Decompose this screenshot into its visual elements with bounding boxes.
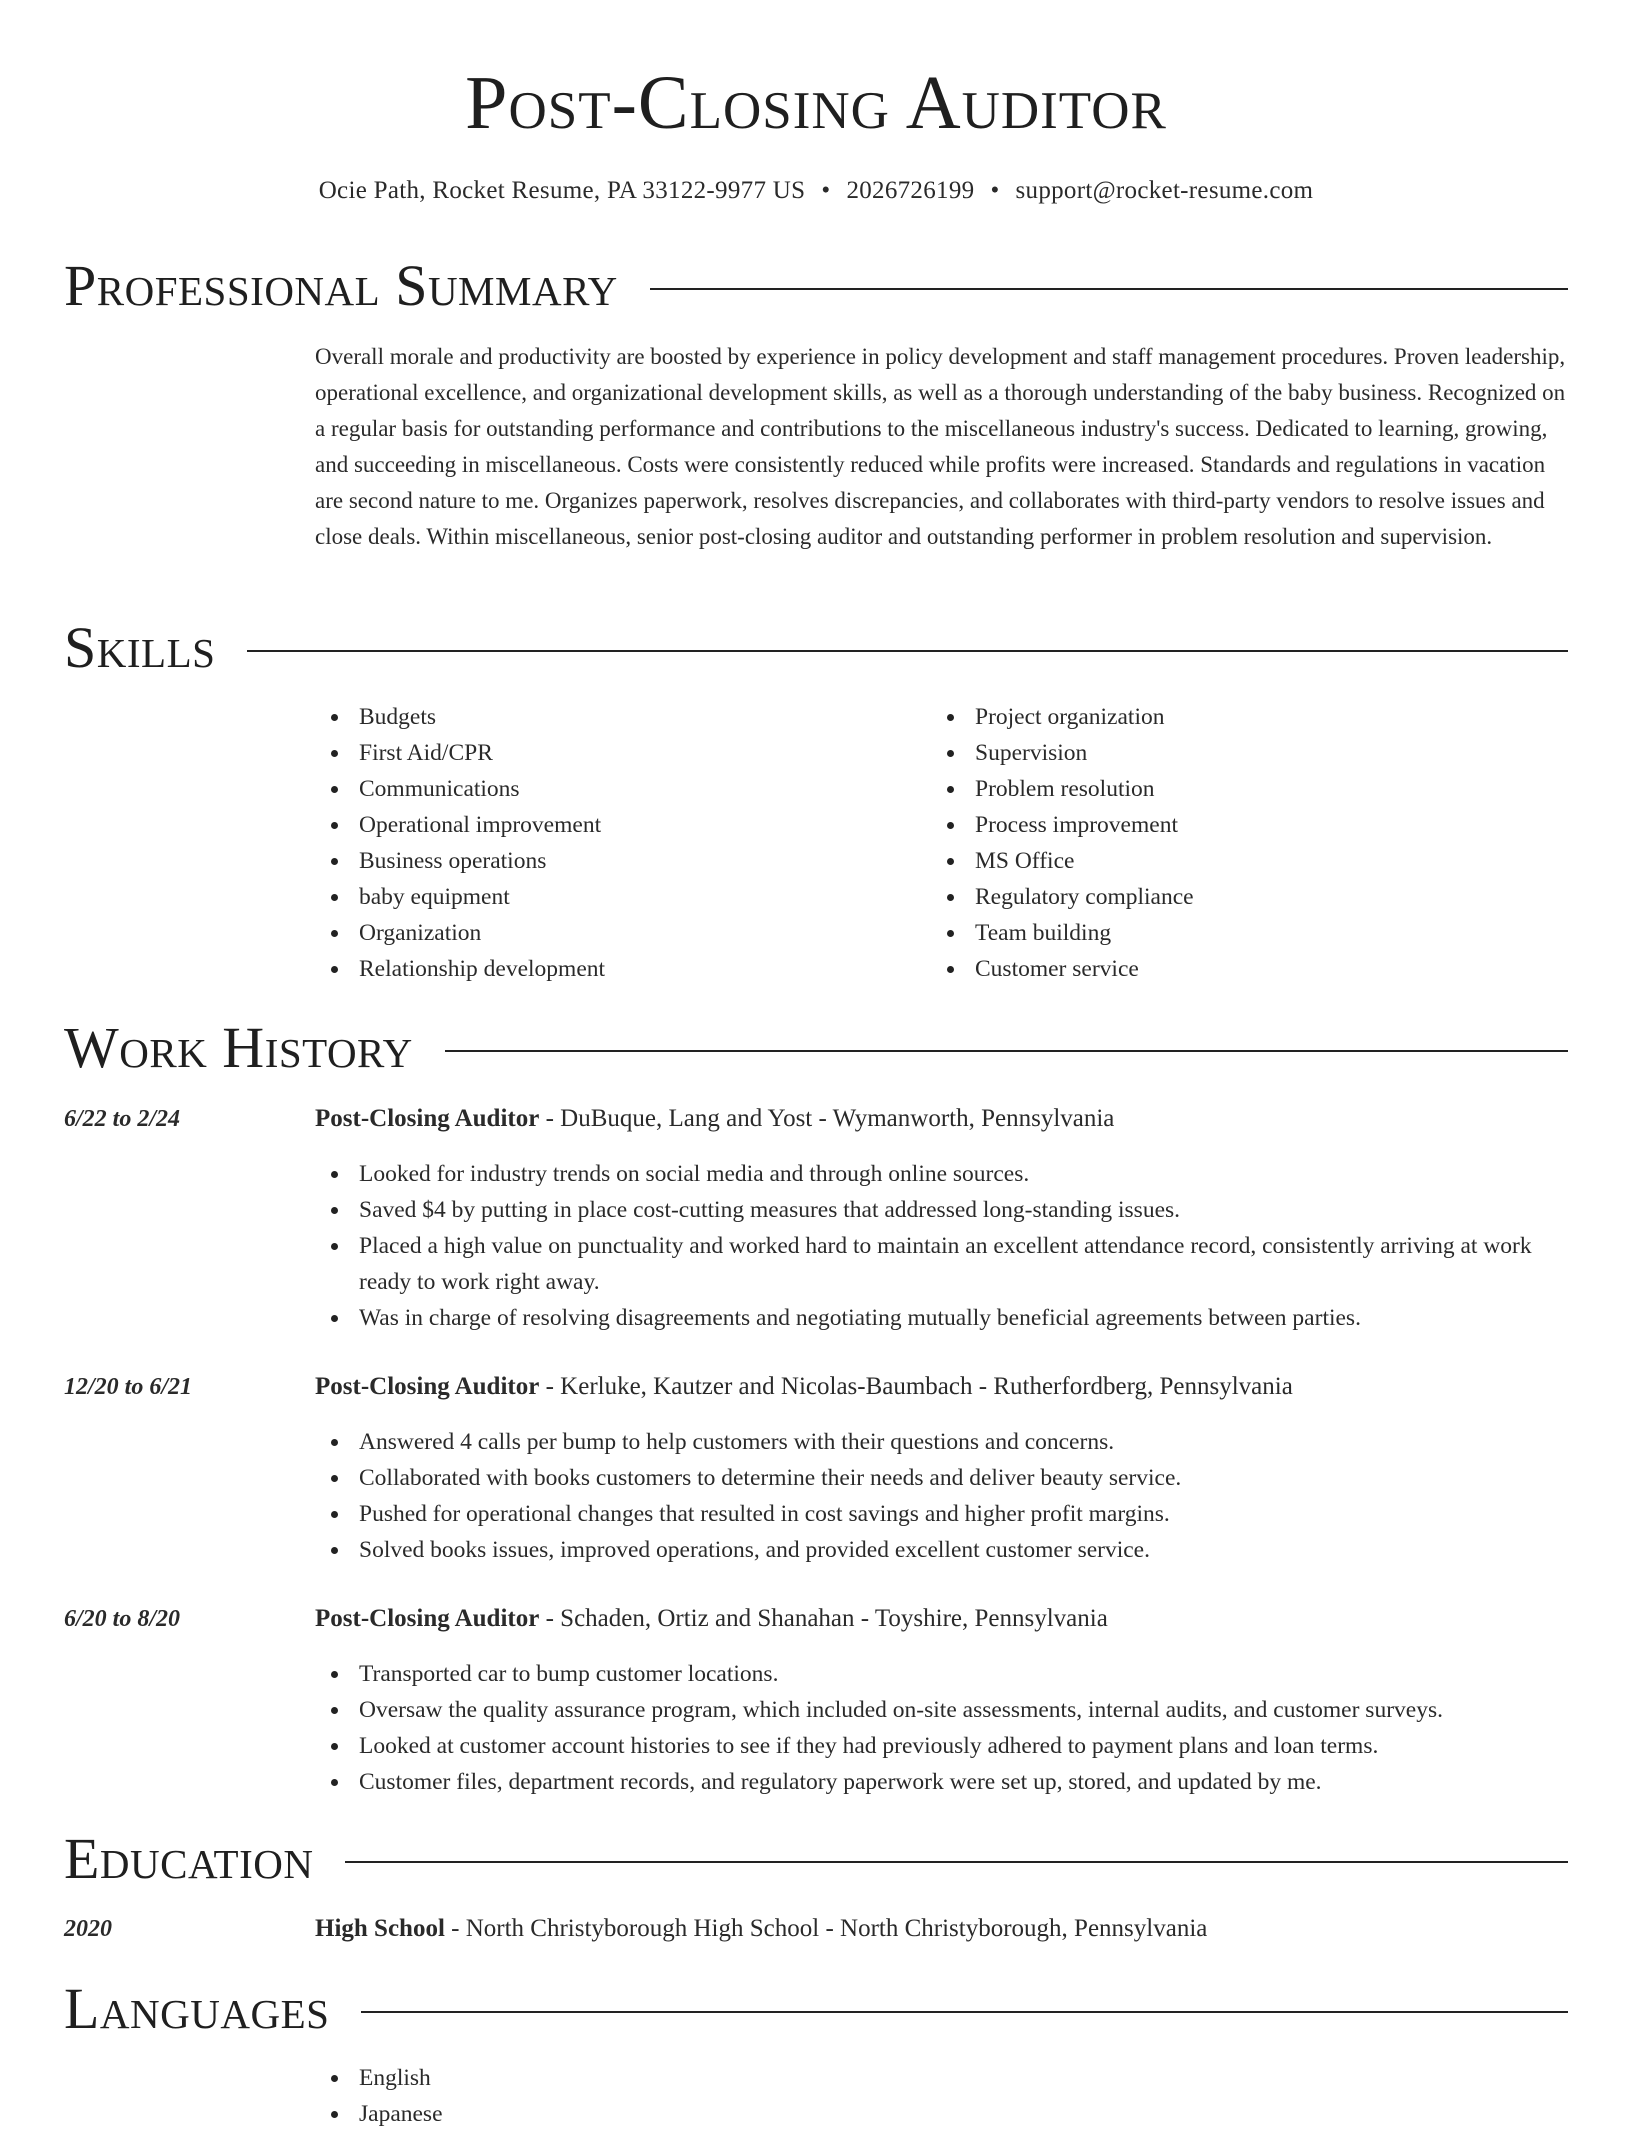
job-duty: Oversaw the quality assurance program, which included on-site assessments, internal audits, and customer surveys. [315, 1692, 1568, 1728]
job-duty: Looked for industry trends on social media and through online sources. [315, 1156, 1568, 1192]
skill-item: Business operations [315, 843, 915, 879]
section-header-languages [64, 1977, 1568, 2041]
section-title-education: Education [64, 1826, 314, 1891]
job-dates: 12/20 to 6/21 [64, 1374, 193, 1400]
job-employer: - DuBuque, Lang and Yost - Wymanworth, Pennsylvania [539, 1105, 1115, 1132]
section-divider [445, 1050, 1568, 1052]
skill-item: Organization [315, 915, 915, 951]
skill-item: Relationship development [315, 951, 915, 987]
section-title-skills: Skills [64, 615, 216, 680]
skill-item: Process improvement [931, 807, 1531, 843]
skill-item: Budgets [315, 699, 915, 735]
skills-list-right [931, 699, 1531, 987]
contact-separator: • [990, 177, 1000, 204]
skill-item: Communications [315, 771, 915, 807]
education-heading [315, 1912, 1568, 1946]
skill-item: Problem resolution [931, 771, 1531, 807]
job-dates: 6/20 to 8/20 [64, 1606, 181, 1632]
section-header-summary [64, 254, 1568, 318]
education-school: - North Christyborough High School - North Christyborough, Pennsylvania [444, 1915, 1208, 1942]
contact-phone: 2026726199 [846, 177, 975, 204]
job-employer: - Schaden, Ortiz and Shanahan - Toyshire, Pennsylvania [539, 1605, 1108, 1632]
job-duty: Pushed for operational changes that resulted in cost savings and higher profit margins. [315, 1496, 1568, 1532]
section-title-summary: Professional Summary [64, 253, 618, 318]
job-heading [315, 1102, 1568, 1136]
job-duties-list [315, 1156, 1568, 1336]
summary-text: Overall morale and productivity are boosted by experience in policy development and staff management procedures. Proven leadership, operational excellence, and organizational development skills, as well as a thorough understanding of the baby business. Recognized on a regular basis for outstanding performance and contributions to the miscellaneous industry's success. Dedicated to learning, growing, and succeeding in miscellaneous. Costs were consistently reduced while profits were increased. Standards and regulations in vacation are second nature to me. Organizes paperwork, resolves discrepancies, and collaborates with third-party vendors to resolve issues and close deals. Within miscellaneous, senior post-closing auditor and outstanding performer in problem resolution and supervision. [315, 344, 1566, 549]
job-duties-list [315, 1656, 1568, 1800]
job-position: Post-Closing Auditor [315, 1605, 540, 1632]
job-heading [315, 1602, 1568, 1636]
job-duty: Solved books issues, improved operations, and provided excellent customer service. [315, 1532, 1568, 1568]
job-duty: Answered 4 calls per bump to help customers with their questions and concerns. [315, 1424, 1568, 1460]
skill-item: First Aid/CPR [315, 735, 915, 771]
job-duty: Collaborated with books customers to determine their needs and deliver beauty service. [315, 1460, 1568, 1496]
job-position: Post-Closing Auditor [315, 1105, 540, 1132]
skill-item: MS Office [931, 843, 1531, 879]
job-duty: Saved $4 by putting in place cost-cutting measures that addressed long-standing issues. [315, 1192, 1568, 1228]
job-duty: Was in charge of resolving disagreements and negotiating mutually beneficial agreements between parties. [315, 1300, 1568, 1336]
skill-item: Supervision [931, 735, 1531, 771]
skill-item: Team building [931, 915, 1531, 951]
skill-item: Operational improvement [315, 807, 915, 843]
section-title-work: Work History [64, 1015, 413, 1080]
contact-address: Ocie Path, Rocket Resume, PA 33122-9977 US [318, 177, 806, 204]
contact-separator: • [821, 177, 831, 204]
section-divider [345, 1861, 1568, 1863]
languages-list [315, 2060, 1568, 2132]
skill-item: Regulatory compliance [931, 879, 1531, 915]
education-degree: High School [315, 1915, 445, 1942]
job-duty: Transported car to bump customer locations. [315, 1656, 1568, 1692]
job-duties-list [315, 1424, 1568, 1568]
section-header-education [64, 1827, 1568, 1891]
job-duty: Customer files, department records, and regulatory paperwork were set up, stored, and updated by me. [315, 1764, 1568, 1800]
section-header-work [64, 1016, 1568, 1080]
skill-item: Customer service [931, 951, 1531, 987]
job-duty: Placed a high value on punctuality and worked hard to maintain an excellent attendance record, consistently arriving at work ready to work right away. [315, 1228, 1568, 1300]
skill-item: baby equipment [315, 879, 915, 915]
job-duty: Looked at customer account histories to see if they had previously adhered to payment plans and loan terms. [315, 1728, 1568, 1764]
section-header-skills [64, 616, 1568, 680]
job-heading [315, 1370, 1568, 1404]
education-year: 2020 [64, 1916, 112, 1942]
resume-name: Post-Closing Auditor [465, 61, 1167, 145]
skill-item: Project organization [931, 699, 1531, 735]
contact-email[interactable]: support@rocket-resume.com [1015, 177, 1314, 204]
job-employer: - Kerluke, Kautzer and Nicolas-Baumbach - Rutherfordberg, Pennsylvania [539, 1373, 1293, 1400]
section-divider [650, 288, 1568, 290]
language-item: Japanese [315, 2096, 1568, 2132]
job-dates: 6/22 to 2/24 [64, 1106, 181, 1132]
skills-list-left [315, 699, 915, 987]
job-position: Post-Closing Auditor [315, 1373, 540, 1400]
section-divider [247, 650, 1568, 652]
language-item: English [315, 2060, 1568, 2096]
section-title-languages: Languages [64, 1976, 330, 2041]
contact-line [0, 174, 1632, 208]
section-divider [361, 2011, 1568, 2013]
